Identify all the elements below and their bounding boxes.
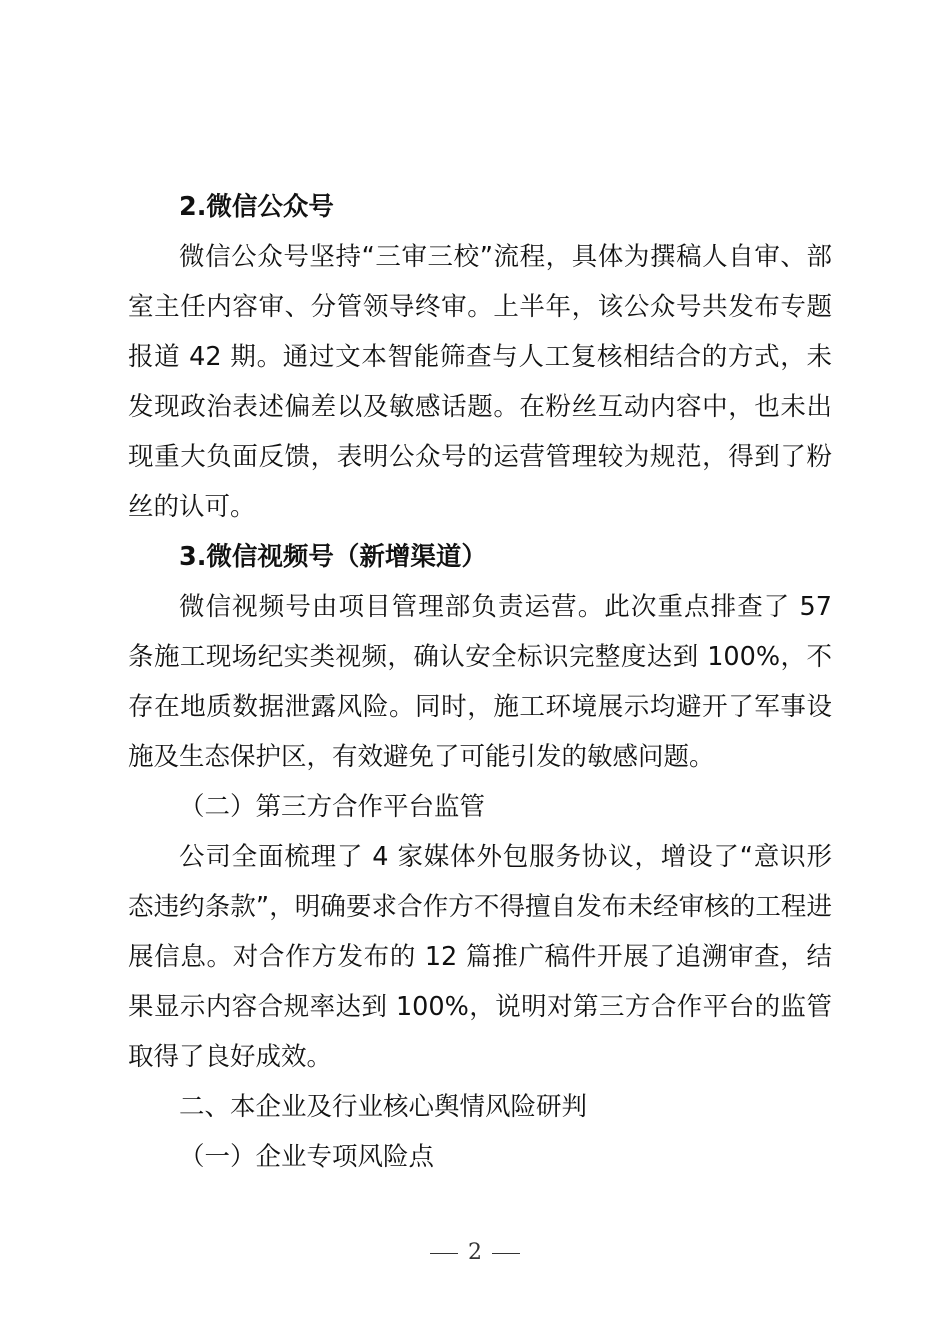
subheading-risk-assessment: 二、本企业及行业核心舆情风险研判 bbox=[179, 1092, 588, 1122]
subheading-enterprise-risk-points: （一）企业专项风险点 bbox=[179, 1142, 435, 1172]
page-footer bbox=[0, 1238, 950, 1268]
subheading-third-party-platforms: （二）第三方合作平台监管 bbox=[179, 792, 486, 822]
paragraph-wechat-official-account: 微信公众号坚持“三审三校”流程，具体为撰稿人自审、部室主任内容审、分管领导终审。上半年，该公众号共发布专题报道 42 期。通过文本智能筛查与人工复核相结合的方式，未发现政治表述偏差以及敏感话题。在粉丝互动内容中，也未出现重大负面反馈，表明公众号的运营管理较为规范，得到了粉丝的认可。 bbox=[128, 242, 832, 522]
paragraph-third-party-platforms: 公司全面梳理了 4 家媒体外包服务协议，增设了“意识形态违约条款”，明确要求合作方不得擅自发布未经审核的工程进展信息。对合作方发布的 12 篇推广稿件开展了追溯审查，结果显示内容合规率达到 100%，说明对第三方合作平台的监管取得了良好成效。 bbox=[128, 842, 832, 1072]
section-heading-wechat-official-account: 2.微信公众号 bbox=[179, 192, 334, 222]
page-number: 2 bbox=[468, 1240, 482, 1265]
document-body bbox=[128, 182, 832, 1182]
footer-dash-left bbox=[430, 1253, 458, 1254]
paragraph-wechat-channels: 微信视频号由项目管理部负责运营。此次重点排查了 57 条施工现场纪实类视频，确认安全标识完整度达到 100%，不存在地质数据泄露风险。同时，施工环境展示均避开了军事设施及生态保护区，有效避免了可能引发的敏感问题。 bbox=[128, 592, 832, 772]
section-heading-wechat-channels: 3.微信视频号（新增渠道） bbox=[179, 542, 487, 572]
footer-dash-right bbox=[492, 1253, 520, 1254]
